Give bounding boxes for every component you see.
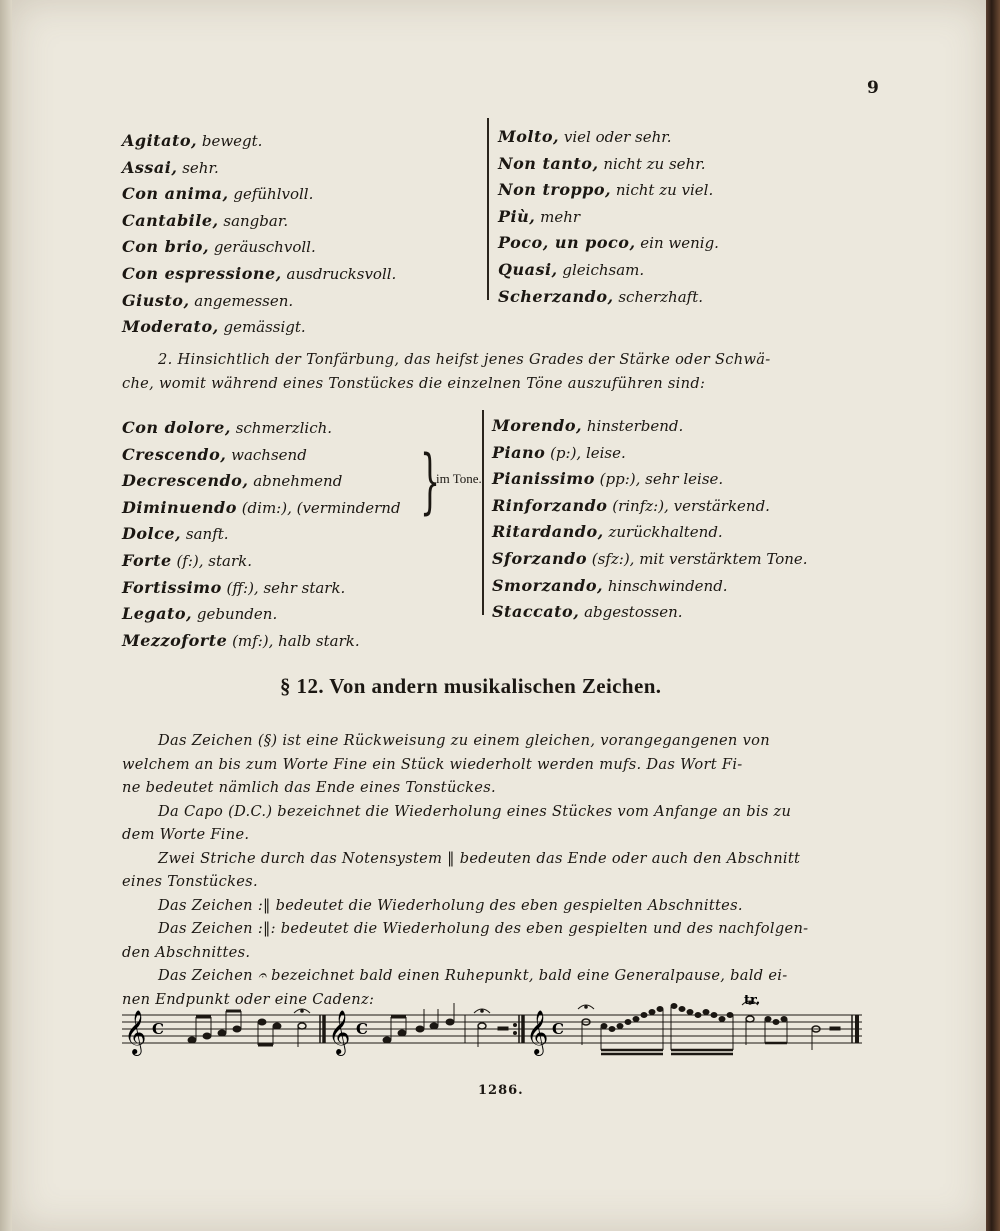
term-meaning: schmerzlich. — [235, 419, 333, 437]
term-meaning: (ff:), sehr stark. — [226, 578, 346, 597]
intro-line-1: 2. Hinsichtlich der Tonfärbung, das heifst jenes Grades der Stärke oder Schwä- — [158, 351, 771, 368]
paragraph-line: Das Zeichen (§) ist eine Rückweisung zu einem gleichen, vorangegangenen von — [158, 732, 770, 749]
term-entry — [492, 440, 808, 467]
term-entry — [122, 261, 396, 288]
term-meaning: abnehmend — [253, 472, 343, 491]
signs-paragraph — [122, 729, 808, 1011]
term-meaning: geräuschvoll. — [213, 238, 316, 257]
term-meaning: gefühlvoll. — [233, 185, 314, 204]
term-name: Fortissimo — [122, 577, 222, 597]
term-entry — [122, 575, 401, 602]
term-entry — [122, 128, 396, 155]
term-name: Con anima, — [122, 184, 229, 204]
term-name: Non tanto, — [498, 153, 599, 173]
paragraph-line: nen Endpunkt oder eine Cadenz: — [122, 990, 375, 1008]
paragraph-line: welchem an bis zum Worte Fine ein Stück wiederholt werden mufs. Das Wort Fi- — [122, 755, 743, 773]
term-name: Dolce, — [122, 524, 182, 544]
term-name: Forte — [122, 550, 172, 570]
term-entry — [122, 521, 401, 548]
term-entry — [122, 468, 401, 495]
term-entry — [492, 413, 808, 440]
term-entry — [498, 177, 719, 204]
term-meaning: angemessen. — [194, 291, 294, 310]
term-meaning: gebunden. — [196, 605, 278, 624]
term-name: Piano — [492, 442, 546, 462]
curly-brace: } — [420, 440, 441, 522]
column-divider — [487, 118, 489, 300]
term-name: Giusto, — [122, 290, 190, 310]
term-name: Con brio, — [122, 237, 210, 257]
term-meaning: (mf:), halb stark. — [232, 631, 360, 650]
term-name: Smorzando, — [492, 575, 604, 595]
term-entry — [122, 208, 396, 235]
term-meaning: (rinfz:), verstärkend. — [612, 496, 770, 515]
term-name: Molto, — [498, 127, 560, 146]
term-entry — [492, 573, 808, 600]
time-signature-1: C — [152, 1020, 164, 1038]
term-name: Staccato, — [492, 602, 580, 622]
paragraph-line: Das Zeichen :‖ bedeutet die Wiederholung des eben gespielten Abschnittes. — [158, 896, 743, 914]
paragraph-line: dem Worte Fine. — [122, 826, 250, 843]
term-name: Crescendo, — [122, 444, 227, 464]
term-entry — [492, 519, 808, 546]
book-page — [12, 0, 987, 1231]
paragraph-line: ne bedeutet nämlich das Ende eines Tonstückes. — [122, 779, 496, 796]
term-meaning: gleichsam. — [562, 260, 645, 279]
term-entry — [498, 204, 719, 231]
term-name: Scherzando, — [498, 286, 614, 306]
notes-group-2 — [383, 1003, 523, 1047]
treble-clef-2 — [328, 1010, 350, 1056]
term-entry — [122, 181, 396, 208]
term-name: Morendo, — [492, 416, 583, 435]
paragraph-line: Zwei Striche durch das Notensystem ‖ bedeuten das Ende oder auch den Abschnitt — [158, 849, 801, 867]
term-name: Poco, un poco, — [498, 233, 636, 253]
term-entry — [122, 415, 401, 442]
term-name: Non troppo, — [498, 180, 612, 200]
section-heading: § 12. Von andern musikalischen Zeichen. — [280, 674, 662, 698]
term-name: Decrescendo, — [122, 471, 249, 491]
term-name: Sforzando — [492, 548, 587, 568]
term-name: Agitato, — [122, 131, 198, 150]
term-meaning: (sfz:), mit verstärktem Tone. — [591, 549, 808, 568]
term-meaning: nicht zu sehr. — [603, 154, 706, 173]
term-entry — [492, 599, 808, 626]
term-name: Diminuendo — [122, 497, 237, 517]
term-meaning: sangbar. — [223, 211, 289, 230]
term-entry — [122, 288, 396, 315]
column-divider-2 — [482, 410, 484, 615]
brace-label: im Tone. — [436, 471, 482, 486]
term-name: Con dolore, — [122, 418, 231, 437]
term-entry — [498, 151, 719, 178]
term-name: Assai, — [122, 157, 178, 177]
term-meaning: ausdrucksvoll. — [286, 264, 397, 283]
term-meaning: hinsterbend. — [586, 417, 684, 435]
paragraph-line: Das Zeichen :‖: bedeutet die Wiederholung des eben gespielten und des nachfolgen- — [158, 920, 809, 937]
term-meaning: hinschwindend. — [607, 576, 728, 595]
intro-line-2: che, womit während eines Tonstückes die einzelnen Töne auszuführen sind: — [122, 374, 706, 392]
term-entry — [122, 155, 396, 182]
term-meaning: viel oder sehr. — [563, 128, 672, 146]
term-entry — [492, 466, 808, 493]
svg-text:𝄞: 𝄞 — [526, 1010, 549, 1054]
term-entry — [492, 493, 808, 520]
page-number: 9 — [867, 78, 879, 98]
svg-text:𝄞: 𝄞 — [328, 1010, 351, 1054]
page-edge — [0, 0, 12, 1231]
term-entry — [492, 546, 808, 573]
paragraph-line: eines Tonstückes. — [122, 873, 258, 890]
term-meaning: gemässigt. — [223, 318, 306, 337]
term-meaning: mehr — [540, 207, 581, 226]
term-meaning: zurückhaltend. — [608, 523, 723, 542]
treble-clef-1 — [124, 1010, 146, 1056]
term-entry — [122, 495, 401, 522]
dynamic-terms-left — [122, 415, 401, 654]
term-name: Rinforzando — [492, 495, 608, 515]
trill-mark: tr. — [744, 993, 761, 1008]
term-entry — [122, 601, 401, 628]
intro-paragraph-2 — [122, 348, 770, 395]
term-meaning: nicht zu viel. — [615, 181, 714, 200]
term-name: Con espressione, — [122, 263, 282, 283]
term-entry — [122, 548, 401, 575]
term-meaning: abgestossen. — [584, 603, 683, 622]
term-name: Cantabile, — [122, 210, 219, 230]
term-meaning: sanft. — [185, 525, 229, 544]
term-name: Pianissimo — [492, 469, 595, 489]
term-entry — [122, 314, 396, 341]
term-meaning: ein wenig. — [640, 234, 719, 253]
term-entry — [122, 234, 396, 261]
term-name: Mezzoforte — [122, 630, 228, 650]
term-entry — [122, 442, 401, 469]
treble-clef-3 — [526, 1010, 548, 1056]
notes-group-3 — [578, 1001, 857, 1054]
paragraph-line: Da Capo (D.C.) bezeichnet die Wiederholung eines Stückes vom Anfange an bis zu — [158, 802, 792, 820]
time-signature-2: C — [356, 1020, 368, 1038]
time-signature-3: C — [552, 1020, 564, 1038]
term-meaning: sehr. — [182, 158, 219, 177]
term-name: Legato, — [122, 604, 193, 624]
plate-number: 1286. — [478, 1083, 524, 1098]
dynamic-terms-right — [492, 413, 808, 626]
term-name: Quasi, — [498, 259, 558, 279]
tempo-terms-right — [498, 124, 719, 310]
term-name: Più, — [498, 206, 536, 226]
term-name: Moderato, — [122, 317, 219, 337]
tempo-terms-left — [122, 128, 396, 341]
term-entry — [498, 284, 719, 311]
term-entry — [498, 124, 719, 151]
term-meaning: (dim:), (vermindernd — [241, 498, 401, 517]
paragraph-line: Das Zeichen 𝄐 bezeichnet bald einen Ruhepunkt, bald eine Generalpause, bald ei- — [158, 967, 788, 984]
term-entry — [498, 257, 719, 284]
term-meaning: bewegt. — [201, 132, 263, 150]
term-meaning: wachsend — [231, 445, 307, 464]
book-spine — [986, 0, 1000, 1231]
term-meaning: scherzhaft. — [618, 287, 704, 306]
term-name: Ritardando, — [492, 522, 604, 542]
term-meaning: (f:), stark. — [176, 551, 252, 570]
term-meaning: (pp:), sehr leise. — [599, 470, 724, 489]
term-entry — [498, 230, 719, 257]
paragraph-line: den Abschnittes. — [122, 943, 251, 961]
term-entry — [122, 628, 401, 655]
svg-text:𝄞: 𝄞 — [124, 1010, 147, 1054]
term-meaning: (p:), leise. — [550, 443, 626, 462]
